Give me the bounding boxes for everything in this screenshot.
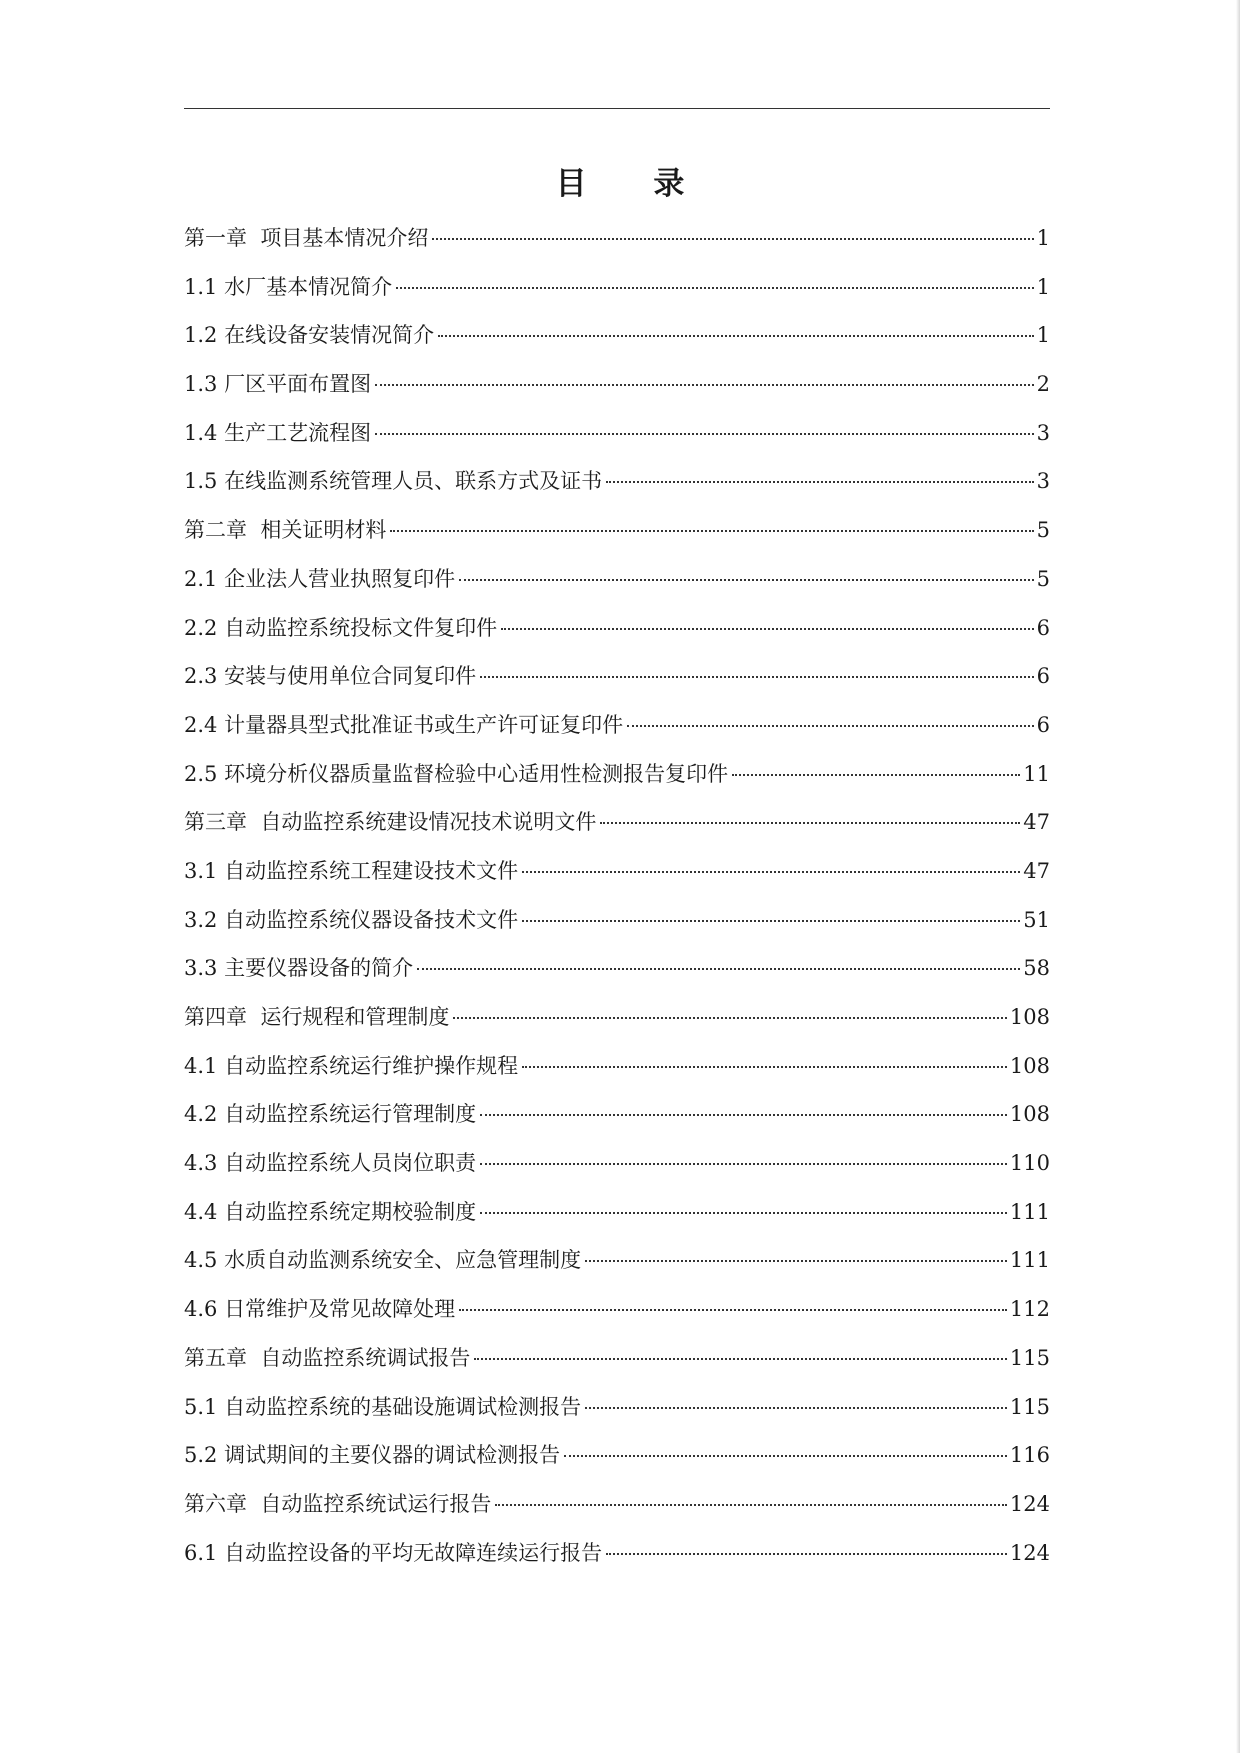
toc-entry[interactable] [184,1334,1050,1383]
toc-entry-label: 4.3 自动监控系统人员岗位职责 [184,1151,477,1176]
toc-entry-label: 第一章 项目基本情况介绍 [184,226,429,250]
toc-entry[interactable] [184,701,1050,750]
toc-entry[interactable] [184,457,1050,506]
toc-entry-label: 5.1 自动监控系统的基础设施调试检测报告 [184,1394,582,1419]
toc-entry[interactable] [184,1042,1050,1091]
toc-dot-leader [522,871,1020,873]
toc-dot-leader [480,1212,1007,1214]
toc-dot-leader [480,1163,1007,1165]
toc-dot-leader [495,1504,1007,1506]
toc-entry-label: 4.4 自动监控系统定期校验制度 [184,1199,477,1224]
toc-dot-leader [564,1455,1007,1457]
toc-dot-leader [459,1309,1007,1311]
toc-dot-leader [396,287,1034,289]
toc-entry-page-number: 6 [1036,615,1050,640]
toc-entry[interactable] [184,993,1050,1042]
toc-entry[interactable] [184,1431,1050,1480]
toc-entry[interactable] [184,214,1050,263]
toc-entry-label: 2.4 计量器具型式批准证书或生产许可证复印件 [184,712,624,737]
toc-dot-leader [375,433,1034,435]
toc-entry-page-number: 3 [1036,469,1050,494]
toc-dot-leader [522,920,1020,922]
toc-dot-leader [732,774,1020,776]
toc-entry-page-number: 110 [1009,1151,1050,1176]
toc-dot-leader [390,530,1033,532]
toc-entry-page-number: 111 [1009,1248,1050,1273]
toc-entry[interactable] [184,652,1050,701]
toc-entry-label: 4.6 日常维护及常见故障处理 [184,1297,456,1322]
toc-entry[interactable] [184,750,1050,799]
table-of-contents [184,214,1050,1577]
toc-entry[interactable] [184,1139,1050,1188]
toc-entry-label: 第二章 相关证明材料 [184,518,387,543]
toc-entry[interactable] [184,1236,1050,1285]
toc-entry-page-number: 2 [1036,372,1050,397]
toc-entry-page-number: 6 [1036,664,1050,689]
toc-entry[interactable] [184,555,1050,604]
toc-entry[interactable] [184,944,1050,993]
toc-entry-page-number: 112 [1009,1297,1050,1322]
toc-entry[interactable] [184,847,1050,896]
toc-entry[interactable] [184,896,1050,945]
toc-entry-page-number: 115 [1009,1394,1050,1419]
toc-entry-label: 3.1 自动监控系统工程建设技术文件 [184,858,519,883]
toc-entry[interactable] [184,263,1050,312]
toc-dot-leader [474,1358,1007,1360]
toc-dot-leader [432,238,1033,240]
toc-entry[interactable] [184,1188,1050,1237]
page-edge-shadow [1236,0,1240,1753]
page-title: 目 录 [555,166,713,202]
toc-entry[interactable] [184,311,1050,360]
toc-entry-page-number: 108 [1009,1102,1050,1127]
toc-entry-label: 第六章 自动监控系统试运行报告 [184,1491,492,1516]
toc-entry[interactable] [184,506,1050,555]
header-rule [184,108,1050,109]
toc-dot-leader [480,676,1034,678]
toc-entry-label: 3.2 自动监控系统仪器设备技术文件 [184,907,519,932]
toc-entry[interactable] [184,360,1050,409]
toc-entry-page-number: 108 [1009,1053,1050,1078]
toc-entry-page-number: 1 [1036,226,1050,250]
toc-entry-page-number: 3 [1036,420,1050,445]
toc-entry-label: 1.2 在线设备安装情况简介 [184,323,435,348]
toc-dot-leader [522,1066,1007,1068]
toc-entry[interactable] [184,604,1050,653]
toc-entry-page-number: 47 [1023,810,1050,835]
toc-dot-leader [438,335,1034,337]
toc-entry-label: 3.3 主要仪器设备的简介 [184,956,414,981]
toc-dot-leader [600,822,1020,824]
toc-dot-leader [501,628,1034,630]
toc-dot-leader [606,1553,1007,1555]
toc-entry-label: 第三章 自动监控系统建设情况技术说明文件 [184,810,597,835]
toc-entry-page-number: 5 [1036,566,1050,591]
toc-entry-label: 2.3 安装与使用单位合同复印件 [184,664,477,689]
toc-entry-page-number: 51 [1023,907,1050,932]
toc-entry-label: 2.5 环境分析仪器质量监督检验中心适用性检测报告复印件 [184,761,729,786]
toc-entry-page-number: 124 [1009,1540,1050,1565]
toc-entry-page-number: 116 [1009,1443,1050,1468]
toc-entry-page-number: 111 [1009,1199,1050,1224]
toc-entry[interactable] [184,1480,1050,1529]
toc-dot-leader [585,1260,1007,1262]
toc-entry[interactable] [184,798,1050,847]
toc-entry-page-number: 6 [1036,712,1050,737]
toc-dot-leader [606,481,1034,483]
toc-entry[interactable] [184,409,1050,458]
toc-entry-label: 第四章 运行规程和管理制度 [184,1005,450,1029]
toc-entry-label: 第五章 自动监控系统调试报告 [184,1345,471,1370]
toc-entry-label: 1.3 厂区平面布置图 [184,372,372,397]
toc-entry[interactable] [184,1383,1050,1432]
toc-entry-page-number: 124 [1009,1491,1050,1516]
toc-entry-page-number: 1 [1036,274,1050,299]
toc-dot-leader [417,968,1020,970]
toc-entry-label: 1.4 生产工艺流程图 [184,420,372,445]
toc-entry-label: 1.5 在线监测系统管理人员、联系方式及证书 [184,469,603,494]
toc-entry-label: 6.1 自动监控设备的平均无故障连续运行报告 [184,1540,603,1565]
toc-entry[interactable] [184,1285,1050,1334]
toc-entry[interactable] [184,1529,1050,1578]
toc-entry-page-number: 47 [1023,858,1050,883]
toc-entry-page-number: 115 [1009,1345,1050,1370]
toc-dot-leader [453,1017,1007,1019]
toc-dot-leader [375,384,1034,386]
toc-entry-page-number: 58 [1023,956,1050,981]
toc-dot-leader [459,579,1034,581]
toc-entry-page-number: 5 [1036,518,1050,543]
toc-entry-label: 1.1 水厂基本情况简介 [184,274,393,299]
toc-dot-leader [585,1407,1007,1409]
toc-entry-label: 2.2 自动监控系统投标文件复印件 [184,615,498,640]
toc-entry[interactable] [184,1090,1050,1139]
toc-entry-label: 2.1 企业法人营业执照复印件 [184,566,456,591]
toc-entry-label: 4.2 自动监控系统运行管理制度 [184,1102,477,1127]
toc-entry-page-number: 108 [1009,1005,1050,1029]
toc-entry-label: 4.1 自动监控系统运行维护操作规程 [184,1053,519,1078]
toc-dot-leader [627,725,1034,727]
toc-entry-label: 5.2 调试期间的主要仪器的调试检测报告 [184,1443,561,1468]
toc-entry-page-number: 11 [1023,761,1050,786]
toc-entry-label: 4.5 水质自动监测系统安全、应急管理制度 [184,1248,582,1273]
toc-entry-page-number: 1 [1036,323,1050,348]
toc-dot-leader [480,1114,1007,1116]
